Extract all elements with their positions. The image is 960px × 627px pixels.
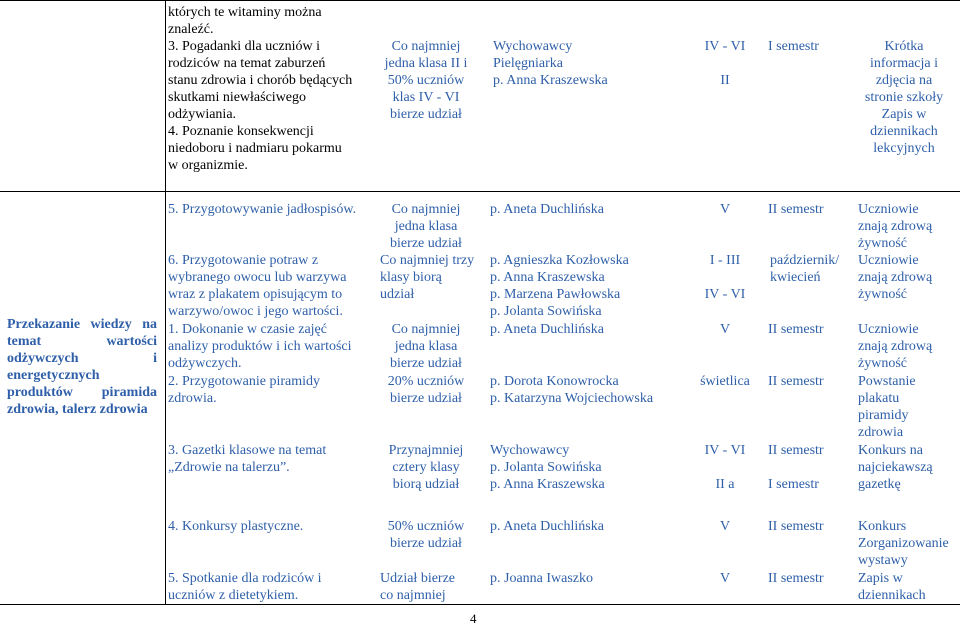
- participants-cell: 20% uczniów bierze udział: [387, 374, 465, 406]
- evaluation-cell: Uczniowie znają zdrową żywność: [858, 253, 933, 302]
- evaluation-cell: Zapis w dziennikach: [858, 571, 926, 603]
- classes-cell: IV - VI II a: [704, 443, 746, 492]
- task-cell: 2. Przygotowanie piramidy zdrowia.: [168, 374, 321, 406]
- page-number: 4: [470, 611, 477, 626]
- responsible-cell: p. Agnieszka Kozłowska p. Anna Kraszewska p. Marzena Pawłowska p. Jolanta Sowińska: [490, 253, 629, 319]
- classes-cell: I - III IV - VI: [704, 253, 746, 302]
- column-divider: [165, 0, 166, 604]
- term-cell: I semestr: [768, 39, 819, 54]
- participants-cell: Udział bierze co najmniej: [380, 571, 456, 603]
- participants-cell: 50% uczniów bierze udział: [387, 519, 465, 551]
- classes-cell: świetlica: [700, 374, 750, 389]
- table-top-rule: [0, 0, 960, 1]
- term-cell: październik/ kwiecień: [770, 253, 840, 285]
- participants-cell: Co najmniej jedna klasa bierze udział: [390, 322, 462, 371]
- evaluation-cell: Konkurs Zorganizowanie wystawy: [858, 519, 949, 568]
- task-cell: 1. Dokonanie w czasie zajęć analizy produktów i ich wartości odżywczych.: [168, 322, 352, 371]
- task-cell: których te witaminy można znaleźć. 3. Pogadanki dla uczniów i rodziców na temat zaburzeń stanu zdrowia i chorób będących skutkami niewłaściwego odżywiania. 4. Poznanie konsekwencji niedoboru i nadmiaru pokarmu w organizmie.: [168, 5, 353, 173]
- task-cell: 5. Spotkanie dla rodziców i uczniów z dietetykiem.: [168, 571, 322, 603]
- responsible-cell: p. Dorota Konowrocka p. Katarzyna Wojciechowska: [490, 374, 654, 406]
- evaluation-cell: Krótka informacja i zdjęcia na stronie szkoły Zapis w dziennikach lekcyjnych: [864, 39, 944, 156]
- classes-cell: V: [719, 322, 731, 337]
- term-cell: II semestr: [768, 374, 824, 389]
- classes-cell: V: [719, 519, 731, 534]
- task-cell: 6. Przygotowanie potraw z wybranego owocu lub warzywa wraz z plakatem opisującym to warzywo/owoc i jego wartości.: [168, 253, 347, 319]
- responsible-cell: p. Joanna Iwaszko: [490, 571, 594, 586]
- evaluation-cell: Uczniowie znają zdrową żywność: [858, 202, 933, 251]
- classes-cell: V: [719, 571, 731, 586]
- participants-cell: Co najmniej jedna klasa II i 50% uczniów klas IV - VI bierze udział: [384, 39, 468, 122]
- task-cell: 5. Przygotowywanie jadłospisów.: [168, 202, 357, 217]
- table-bottom-rule: [0, 604, 960, 605]
- responsible-cell: Wychowawcy p. Jolanta Sowińska p. Anna Kraszewska: [490, 443, 605, 492]
- task-cell: 3. Gazetki klasowe na temat „Zdrowie na talerzu”.: [168, 443, 327, 475]
- evaluation-cell: Konkurs na najciekawszą gazetkę: [858, 443, 933, 492]
- evaluation-cell: Uczniowie znają zdrową żywność: [858, 322, 933, 371]
- participants-cell: Przynajmniej cztery klasy biorą udział: [388, 443, 464, 492]
- responsible-cell: p. Aneta Duchlińska: [490, 202, 604, 217]
- term-cell: II semestr: [768, 519, 824, 534]
- term-cell: II semestr: [768, 202, 824, 217]
- task-cell: 4. Konkursy plastyczne.: [168, 519, 304, 534]
- responsible-cell: p. Aneta Duchlińska: [490, 322, 604, 337]
- responsible-cell: Wychowawcy Pielęgniarka p. Anna Kraszewska: [493, 39, 608, 88]
- classes-cell: V: [719, 202, 731, 217]
- participants-cell: Co najmniej jedna klasa bierze udział: [390, 202, 462, 251]
- evaluation-cell: Powstanie plakatu piramidy zdrowia: [858, 374, 916, 440]
- classes-cell: IV - VI II: [704, 39, 746, 88]
- term-cell: II semestr: [768, 322, 824, 337]
- term-cell: II semestr: [768, 571, 824, 586]
- term-cell: II semestr I semestr: [768, 443, 824, 492]
- section-title: Przekazanie wiedzy na temat wartości odżywczych i energetycznych produktów piramida zdrowia, talerz zdrowia: [7, 317, 157, 417]
- row-divider: [0, 191, 960, 192]
- responsible-cell: p. Aneta Duchlińska: [490, 519, 604, 534]
- participants-cell: Co najmniej trzy klasy biorą udział: [380, 253, 475, 302]
